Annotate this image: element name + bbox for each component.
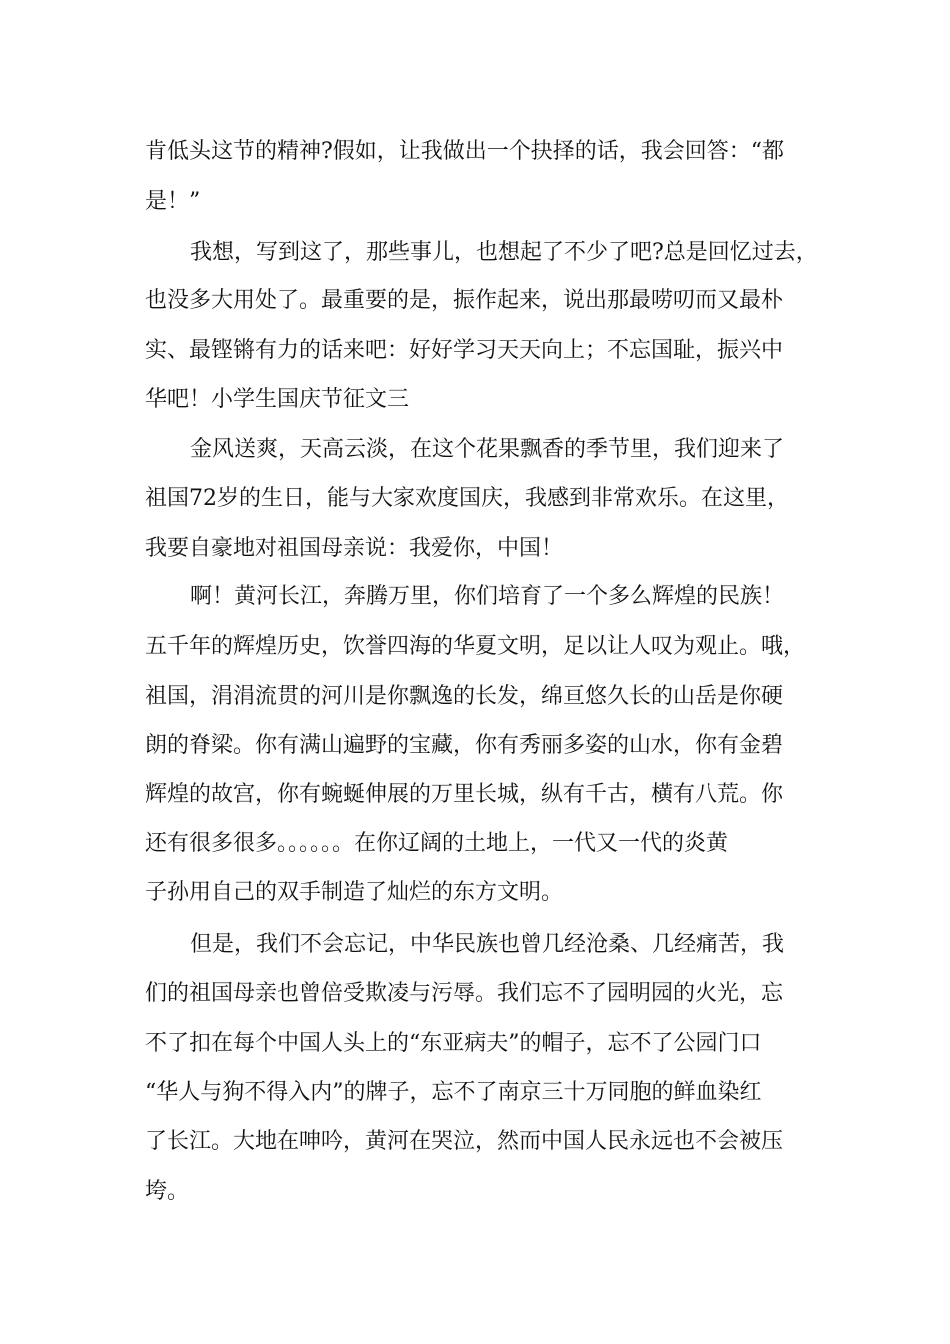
paragraph-first-line: 但是，我们不会忘记，中华民族也曾几经沧桑、几经痛苦，我	[190, 932, 785, 957]
text-line: 不了扣在每个中国人头上的“东亚病夫”的帽子，忘不了公园门口	[145, 1031, 762, 1056]
text-line: 祖国，涓涓流贯的河川是你飘逸的长发，绵亘悠久长的山岳是你硬	[145, 684, 784, 709]
text-line: 是！”	[145, 189, 201, 214]
text-line: 也没多大用处了。最重要的是，振作起来，说出那最唠叨而又最朴	[145, 288, 784, 313]
text-line: 了长江。大地在呻吟，黄河在哭泣，然而中国人民永远也不会被压	[145, 1129, 784, 1154]
paragraph-first-line: 啊！黄河长江，奔腾万里，你们培育了一个多么辉煌的民族！	[190, 584, 785, 609]
text-line: 垮。	[145, 1179, 190, 1204]
paragraph-first-line: 金风送爽，天高云淡，在这个花果飘香的季节里，我们迎来了	[190, 437, 785, 462]
text-line: 朗的脊梁。你有满山遍野的宝藏，你有秀丽多姿的山水，你有金碧	[145, 733, 784, 758]
text-line: 我要自豪地对祖国母亲说：我爱你，中国！	[145, 536, 564, 561]
text-line: 还有很多很多。。。。。。在你辽阔的土地上，一代又一代的炎黄	[145, 831, 729, 856]
text-line: “华人与狗不得入内”的牌子，忘不了南京三十万同胞的鲜血染红	[145, 1080, 762, 1105]
text-line: 辉煌的故宫，你有蜿蜒伸展的万里长城，纵有千古，横有八荒。你	[145, 782, 784, 807]
text-line: 五千年的辉煌历史，饮誉四海的华夏文明，足以让人叹为观止。哦，	[145, 634, 806, 659]
text-line: 肯低头这节的精神?假如，让我做出一个抉择的话，我会回答：“都	[145, 139, 785, 164]
text-line: 祖国72岁的生日，能与大家欢度国庆，我感到非常欢乐。在这里，	[145, 486, 789, 511]
paragraph-first-line: 我想，写到这了，那些事儿，也想起了不少了吧?总是回忆过去，	[190, 240, 818, 265]
text-line: 子孙用自己的双手制造了灿烂的东方文明。	[145, 880, 564, 905]
text-line: 华吧！小学生国庆节征文三	[145, 387, 410, 412]
text-line: 们的祖国母亲也曾倍受欺凌与污辱。我们忘不了园明园的火光，忘	[145, 981, 784, 1006]
text-line: 实、最铿锵有力的话来吧：好好学习天天向上；不忘国耻，振兴中	[145, 338, 784, 363]
